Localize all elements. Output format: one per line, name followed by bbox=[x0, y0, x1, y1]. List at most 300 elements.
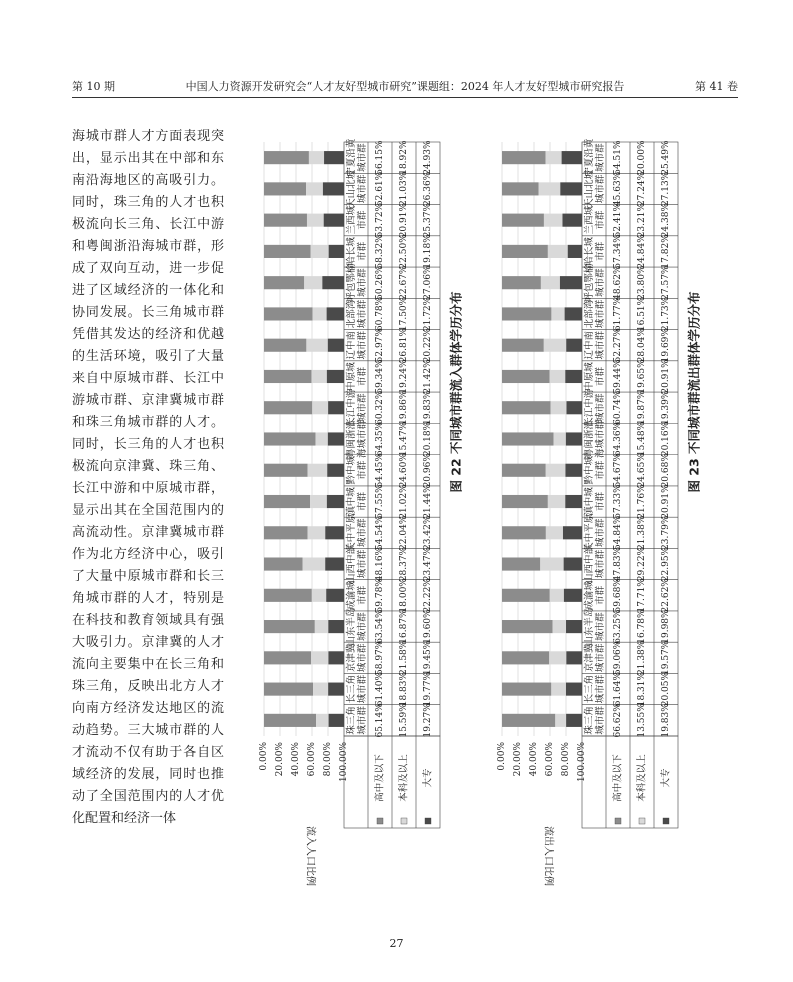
bar-大专-9 bbox=[565, 464, 582, 477]
bar-高中及以下-1 bbox=[264, 714, 316, 727]
bar-本科及以上-10 bbox=[553, 432, 565, 445]
category-line: 城市群 bbox=[595, 174, 607, 204]
legend-label-高中及以下: 高中及以下 bbox=[374, 754, 386, 802]
y-tick-label: 0.00% bbox=[259, 742, 269, 771]
y-tick-label: 100.00% bbox=[577, 742, 587, 783]
data-label-大专-3: 19.57% bbox=[661, 640, 671, 676]
data-label-本科及以上-18: 27.24% bbox=[637, 171, 647, 207]
data-label-本科及以上-10: 15.47% bbox=[399, 421, 409, 457]
bar-大专-9 bbox=[327, 464, 344, 477]
bar-大专-10 bbox=[328, 432, 344, 445]
bar-大专-4 bbox=[328, 620, 344, 633]
bar-大专-4 bbox=[566, 620, 582, 633]
bar-高中及以下-13 bbox=[264, 339, 306, 352]
category-line: 山东半岛 bbox=[346, 607, 358, 646]
volume-number: 第 41 卷 bbox=[695, 80, 738, 93]
data-label-大专-7: 23.42% bbox=[423, 515, 433, 550]
data-label-本科及以上-13: 26.81% bbox=[399, 328, 409, 363]
category-line: 天山北坡 bbox=[346, 169, 358, 208]
bar-高中及以下-9 bbox=[502, 464, 546, 477]
data-label-大专-1: 19.27% bbox=[423, 703, 433, 738]
bar-大专-8 bbox=[565, 495, 582, 508]
category-line: 京津冀 bbox=[584, 643, 596, 673]
bar-本科及以上-19 bbox=[309, 151, 324, 164]
data-label-大专-16: 19.18% bbox=[423, 234, 433, 269]
bar-高中及以下-14 bbox=[264, 307, 313, 320]
bar-高中及以下-9 bbox=[264, 464, 308, 477]
category-line: 市群 bbox=[357, 460, 369, 480]
data-label-大专-10: 20.18% bbox=[423, 421, 433, 457]
data-label-高中及以下-13: 52.97% bbox=[375, 328, 385, 363]
category-label-11 bbox=[583, 388, 606, 427]
bar-本科及以上-8 bbox=[310, 495, 327, 508]
y-tick-label: 60.00% bbox=[545, 742, 555, 777]
bar-高中及以下-7 bbox=[264, 526, 308, 539]
legend-swatch-本科及以上 bbox=[401, 818, 407, 824]
data-label-大专-11: 19.39% bbox=[661, 390, 671, 425]
data-label-本科及以上-8: 21.02% bbox=[399, 484, 409, 519]
data-label-大专-2: 20.05% bbox=[661, 671, 671, 707]
data-label-高中及以下-1: 66.62% bbox=[613, 703, 623, 738]
data-label-高中及以下-10: 64.36% bbox=[613, 421, 623, 457]
category-line: 城市群 bbox=[357, 518, 369, 548]
data-label-大专-14: 21.73% bbox=[661, 296, 671, 332]
category-line: 市群 bbox=[595, 492, 607, 512]
running-header bbox=[72, 78, 738, 94]
category-label-5 bbox=[583, 581, 606, 610]
bar-本科及以上-1 bbox=[316, 714, 328, 727]
data-label-本科及以上-14: 17.50% bbox=[399, 296, 409, 332]
data-label-本科及以上-15: 23.80% bbox=[637, 265, 647, 300]
data-label-本科及以上-1: 13.55% bbox=[637, 703, 647, 738]
header-title: 中国人力资源开发研究会“人才友好型城市研究”课题组：2024 年人才友好型城市研究报告 bbox=[185, 80, 625, 93]
bar-本科及以上-6 bbox=[540, 557, 563, 570]
bar-本科及以上-10 bbox=[315, 432, 327, 445]
bar-高中及以下-19 bbox=[502, 151, 546, 164]
category-line: 长三角 bbox=[346, 674, 358, 704]
bar-本科及以上-2 bbox=[313, 683, 328, 696]
category-line: 市群 bbox=[357, 241, 369, 261]
chart-1-svg bbox=[490, 136, 738, 916]
data-label-高中及以下-12: 59.34% bbox=[375, 359, 385, 394]
category-line: 山西中部 bbox=[346, 545, 358, 584]
bar-高中及以下-1 bbox=[502, 714, 555, 727]
bar-大专-18 bbox=[560, 182, 582, 195]
data-label-高中及以下-7: 54.84% bbox=[613, 515, 623, 550]
bar-高中及以下-16 bbox=[264, 245, 311, 258]
bar-高中及以下-2 bbox=[264, 683, 313, 696]
data-label-高中及以下-7: 54.54% bbox=[375, 515, 385, 550]
data-label-大专-6: 23.47% bbox=[423, 546, 433, 582]
data-label-高中及以下-16: 57.34% bbox=[613, 234, 623, 269]
data-label-高中及以下-3: 58.97% bbox=[375, 640, 385, 676]
y-axis-title: 流入人口比例 bbox=[304, 826, 316, 886]
y-tick-label: 0.00% bbox=[497, 742, 507, 771]
category-line: 市群 bbox=[357, 585, 369, 605]
bar-本科及以上-13 bbox=[544, 339, 566, 352]
bar-大专-2 bbox=[328, 683, 344, 696]
category-line: 珠三角 bbox=[346, 706, 358, 735]
data-label-高中及以下-11: 60.32% bbox=[375, 390, 385, 425]
category-label-11 bbox=[345, 388, 368, 427]
category-line: 黔中城 bbox=[346, 456, 358, 485]
data-label-本科及以上-12: 19.24% bbox=[399, 359, 409, 394]
bar-本科及以上-18 bbox=[539, 182, 561, 195]
data-label-高中及以下-14: 60.78% bbox=[375, 296, 385, 332]
bar-大专-3 bbox=[566, 651, 582, 664]
data-label-大专-6: 22.95% bbox=[661, 546, 671, 582]
data-label-大专-1: 19.83% bbox=[661, 703, 671, 738]
category-line: 山东半岛 bbox=[584, 607, 596, 646]
data-label-大专-14: 21.72% bbox=[423, 296, 433, 332]
data-label-本科及以上-9: 24.65% bbox=[637, 453, 647, 488]
category-label-17 bbox=[583, 205, 606, 234]
bar-本科及以上-19 bbox=[546, 151, 562, 164]
bar-大专-16 bbox=[329, 245, 344, 258]
data-label-高中及以下-5: 59.78% bbox=[375, 578, 385, 613]
bar-大专-18 bbox=[323, 182, 344, 195]
category-line: 海城市群 bbox=[595, 419, 607, 459]
bar-本科及以上-11 bbox=[551, 401, 567, 414]
data-label-本科及以上-16: 22.50% bbox=[399, 234, 409, 269]
data-label-本科及以上-17: 23.21% bbox=[637, 202, 647, 238]
data-label-大专-13: 20.22% bbox=[423, 328, 433, 363]
category-line: 城市群 bbox=[357, 143, 369, 172]
bar-大专-6 bbox=[325, 557, 344, 570]
category-line: 京津冀 bbox=[346, 643, 358, 673]
data-label-大专-17: 24.38% bbox=[661, 202, 671, 238]
data-label-高中及以下-15: 48.62% bbox=[613, 265, 623, 300]
category-line: 粤闽浙沿 bbox=[346, 419, 358, 459]
y-tick-label: 80.00% bbox=[561, 742, 571, 777]
category-label-2 bbox=[583, 674, 606, 703]
data-label-本科及以上-13: 28.04% bbox=[637, 328, 647, 363]
header-rule bbox=[72, 97, 738, 98]
category-line: 长三角 bbox=[584, 674, 596, 704]
category-line: 城市群 bbox=[595, 674, 607, 704]
data-label-高中及以下-11: 60.74% bbox=[613, 390, 623, 425]
category-line: 市群 bbox=[595, 210, 607, 230]
data-label-高中及以下-1: 65.14% bbox=[375, 703, 385, 738]
category-label-12 bbox=[583, 362, 606, 391]
y-axis-title: 流出人口比例 bbox=[542, 826, 554, 886]
category-line: 中原城 bbox=[584, 362, 596, 391]
bar-大专-13 bbox=[328, 339, 344, 352]
category-label-9 bbox=[345, 456, 368, 485]
bar-本科及以上-14 bbox=[313, 307, 327, 320]
category-line: 城市群 bbox=[357, 674, 369, 704]
legend-label-本科及以上: 本科及以上 bbox=[398, 754, 410, 802]
data-label-本科及以上-16: 24.84% bbox=[637, 234, 647, 269]
bar-本科及以上-12 bbox=[311, 370, 326, 383]
data-label-本科及以上-6: 28.37% bbox=[399, 546, 409, 582]
category-label-1 bbox=[583, 706, 606, 735]
data-label-大专-9: 20.96% bbox=[423, 453, 433, 488]
legend-swatch-高中及以下 bbox=[615, 818, 621, 824]
data-label-高中及以下-4: 63.54% bbox=[375, 609, 385, 644]
category-label-7 bbox=[345, 513, 368, 552]
category-line: 呼包鄂榆 bbox=[584, 263, 596, 302]
category-line: 城市群 bbox=[595, 393, 607, 422]
data-label-大专-19: 25.49% bbox=[661, 140, 671, 175]
data-label-大专-5: 22.22% bbox=[423, 578, 433, 613]
bar-高中及以下-12 bbox=[264, 370, 311, 383]
category-label-4 bbox=[345, 608, 368, 646]
bar-高中及以下-18 bbox=[264, 182, 306, 195]
bar-高中及以下-5 bbox=[264, 589, 312, 602]
data-label-高中及以下-6: 48.16% bbox=[375, 546, 385, 582]
figure-22 bbox=[252, 136, 480, 916]
category-label-13 bbox=[345, 330, 368, 359]
data-label-本科及以上-7: 21.38% bbox=[637, 515, 647, 550]
bar-大专-2 bbox=[566, 683, 582, 696]
data-label-高中及以下-17: 52.41% bbox=[613, 202, 623, 238]
category-label-2 bbox=[345, 674, 368, 703]
bar-本科及以上-2 bbox=[551, 683, 566, 696]
legend-swatch-高中及以下 bbox=[377, 818, 383, 824]
category-line: 市群 bbox=[357, 366, 369, 386]
category-label-12 bbox=[345, 362, 368, 391]
data-label-本科及以上-11: 19.87% bbox=[637, 390, 647, 425]
data-label-本科及以上-12: 19.65% bbox=[637, 359, 647, 394]
bar-大专-5 bbox=[326, 589, 344, 602]
category-line: 城市群 bbox=[595, 549, 607, 579]
category-line: 成渝城 bbox=[346, 581, 358, 610]
y-tick-label: 80.00% bbox=[323, 742, 333, 777]
bar-本科及以上-9 bbox=[308, 464, 328, 477]
data-label-高中及以下-18: 45.63% bbox=[613, 171, 623, 207]
data-label-本科及以上-8: 21.76% bbox=[637, 484, 647, 519]
bar-大专-7 bbox=[325, 526, 344, 539]
data-label-高中及以下-4: 63.25% bbox=[613, 609, 623, 644]
bar-本科及以上-15 bbox=[541, 276, 560, 289]
bar-大专-8 bbox=[327, 495, 344, 508]
data-label-高中及以下-10: 64.35% bbox=[375, 421, 385, 457]
category-line: 长江中游 bbox=[346, 388, 358, 427]
data-label-高中及以下-16: 58.32% bbox=[375, 234, 385, 269]
bar-本科及以上-16 bbox=[311, 245, 329, 258]
figure-caption: 图 22 不同城市群流入群体学历分布 bbox=[448, 291, 464, 493]
bar-高中及以下-6 bbox=[502, 557, 540, 570]
bar-本科及以上-14 bbox=[551, 307, 564, 320]
bar-高中及以下-14 bbox=[502, 307, 551, 320]
data-label-高中及以下-3: 59.06% bbox=[613, 640, 623, 676]
bar-大专-3 bbox=[328, 651, 344, 664]
data-label-大专-17: 25.37% bbox=[423, 202, 433, 238]
bar-大专-12 bbox=[565, 370, 582, 383]
category-label-15 bbox=[345, 263, 368, 302]
data-label-本科及以上-3: 21.58% bbox=[399, 640, 409, 676]
data-label-大专-4: 19.60% bbox=[423, 609, 433, 644]
bar-高中及以下-19 bbox=[264, 151, 309, 164]
data-label-大专-15: 27.57% bbox=[661, 265, 671, 300]
data-label-大专-19: 24.93% bbox=[423, 140, 433, 175]
category-line: 城市群 bbox=[357, 612, 369, 641]
bar-本科及以上-6 bbox=[303, 557, 326, 570]
data-label-大专-11: 19.83% bbox=[423, 390, 433, 425]
data-label-大专-16: 17.82% bbox=[661, 234, 671, 269]
data-label-大专-9: 20.68% bbox=[661, 453, 671, 488]
bar-本科及以上-13 bbox=[306, 339, 327, 352]
category-label-7 bbox=[583, 513, 606, 552]
category-line: 城市群 bbox=[357, 299, 369, 329]
data-label-高中及以下-9: 54.67% bbox=[613, 453, 623, 488]
bar-高中及以下-3 bbox=[502, 651, 549, 664]
bar-高中及以下-7 bbox=[502, 526, 546, 539]
category-line: 市群 bbox=[595, 585, 607, 605]
data-label-本科及以上-4: 16.78% bbox=[637, 609, 647, 644]
issue-number: 第 10 期 bbox=[72, 80, 115, 93]
category-label-19 bbox=[583, 138, 606, 177]
bar-本科及以上-3 bbox=[311, 651, 328, 664]
category-label-14 bbox=[345, 299, 368, 328]
category-line: 城市群 bbox=[595, 643, 607, 673]
data-label-本科及以上-5: 18.00% bbox=[399, 578, 409, 613]
bar-高中及以下-4 bbox=[264, 620, 315, 633]
category-line: 哈长城 bbox=[346, 237, 358, 266]
category-line: 滇中城 bbox=[584, 487, 596, 516]
bar-大专-15 bbox=[560, 276, 582, 289]
category-line: 宁夏沿黄 bbox=[584, 138, 596, 177]
bar-本科及以上-17 bbox=[544, 214, 563, 227]
category-line: 中原城 bbox=[346, 362, 358, 391]
data-label-高中及以下-6: 47.83% bbox=[613, 546, 623, 582]
category-line: 辽中南 bbox=[584, 330, 596, 360]
data-label-本科及以上-1: 15.59% bbox=[399, 703, 409, 738]
category-line: 城市群 bbox=[595, 518, 607, 548]
bar-高中及以下-18 bbox=[502, 182, 539, 195]
category-line: 海城市群 bbox=[357, 419, 369, 459]
bar-本科及以上-17 bbox=[307, 214, 324, 227]
bar-大专-1 bbox=[566, 714, 582, 727]
category-label-3 bbox=[583, 643, 606, 672]
data-label-本科及以上-4: 16.87% bbox=[399, 609, 409, 644]
data-label-本科及以上-19: 18.92% bbox=[399, 140, 409, 175]
bar-大专-11 bbox=[566, 401, 582, 414]
data-label-大专-4: 19.98% bbox=[661, 609, 671, 644]
bar-本科及以上-5 bbox=[312, 589, 326, 602]
category-line: 城市群 bbox=[357, 174, 369, 204]
bar-大专-17 bbox=[562, 214, 582, 227]
data-label-本科及以上-17: 20.91% bbox=[399, 202, 409, 238]
bar-高中及以下-11 bbox=[502, 401, 551, 414]
bar-大专-19 bbox=[324, 151, 344, 164]
data-label-大专-2: 19.77% bbox=[423, 671, 433, 707]
category-label-8 bbox=[583, 487, 606, 516]
category-line: 城市群 bbox=[595, 299, 607, 329]
category-line: 市群 bbox=[595, 460, 607, 480]
category-line: 宁夏沿黄 bbox=[346, 138, 358, 177]
bar-大专-15 bbox=[322, 276, 344, 289]
data-label-本科及以上-10: 15.48% bbox=[637, 421, 647, 457]
category-label-1 bbox=[345, 706, 368, 735]
bar-大专-19 bbox=[562, 151, 582, 164]
category-line: 天山北坡 bbox=[584, 169, 596, 208]
bar-本科及以上-4 bbox=[553, 620, 566, 633]
bar-本科及以上-12 bbox=[550, 370, 566, 383]
category-line: 兰西城 bbox=[346, 205, 358, 235]
category-line: 粤闽浙沿 bbox=[584, 419, 596, 459]
data-label-本科及以上-7: 22.04% bbox=[399, 515, 409, 550]
data-label-本科及以上-5: 17.71% bbox=[637, 578, 647, 613]
bar-本科及以上-11 bbox=[312, 401, 328, 414]
category-line: 市群 bbox=[595, 366, 607, 386]
category-line: 辽中南 bbox=[346, 330, 358, 360]
bar-大专-12 bbox=[327, 370, 344, 383]
bar-本科及以上-9 bbox=[546, 464, 566, 477]
category-label-13 bbox=[583, 330, 606, 359]
data-label-高中及以下-13: 52.27% bbox=[613, 328, 623, 363]
data-label-高中及以下-15: 50.26% bbox=[375, 265, 385, 300]
legend-label-本科及以上: 本科及以上 bbox=[636, 754, 648, 802]
bar-高中及以下-12 bbox=[502, 370, 550, 383]
category-line: 城市群 bbox=[357, 268, 369, 297]
data-label-本科及以上-6: 29.22% bbox=[637, 546, 647, 582]
category-label-3 bbox=[345, 643, 368, 672]
category-label-17 bbox=[345, 205, 368, 234]
category-line: 北部湾 bbox=[584, 299, 596, 329]
bar-高中及以下-8 bbox=[264, 495, 310, 508]
data-label-大专-8: 20.91% bbox=[661, 484, 671, 519]
data-label-高中及以下-8: 57.55% bbox=[375, 484, 385, 519]
data-label-大专-12: 21.42% bbox=[423, 359, 433, 394]
data-label-本科及以上-11: 19.86% bbox=[399, 390, 409, 425]
bar-大专-5 bbox=[564, 589, 582, 602]
bar-本科及以上-3 bbox=[549, 651, 566, 664]
data-label-高中及以下-19: 56.15% bbox=[375, 140, 385, 175]
body-text: 海城市群人才方面表现突出，显示出其在中部和东南沿海地区的高吸引力。同时，珠三角的人才也积极流向长三角、长江中游和粤闽浙沿海城市群，形成了双向互动，进一步促进了区域经济的一体化和协同发展。长三角城市群凭借其发达的经济和优越的生活环境，吸引了大量来自中原城市群、长江中游城市群、京津冀城市群和珠三角城市群的人才。同时，长三角的人才也积极流向京津冀、珠三角、长江中游和中原城市群，显示出其在全国范围内的高流动性。京津冀城市群作为北方经济中心，吸引了大量中原城市群和长三角城市群的人才，特别是在科技和教育领域具有强大吸引力。京津冀的人才流向主要集中在长三角和珠三角，反映出北方人才向南方经济发达地区的流动趋势。三大城市群的人才流动不仅有助于各自区域经济的发展，同时也推动了全国范围内的人才优化配置和经济一体 bbox=[72, 129, 224, 826]
category-line: 市群 bbox=[595, 241, 607, 261]
category-line: 成渝城 bbox=[584, 581, 596, 610]
y-tick-label: 20.00% bbox=[275, 742, 285, 777]
category-line: 关中平原 bbox=[584, 513, 596, 552]
bar-大专-17 bbox=[324, 214, 344, 227]
category-line: 城市群 bbox=[595, 268, 607, 297]
category-line: 城市群 bbox=[357, 549, 369, 579]
category-line: 城市群 bbox=[357, 393, 369, 422]
figure-23 bbox=[490, 136, 738, 916]
category-label-5 bbox=[345, 581, 368, 610]
bar-大专-7 bbox=[563, 526, 582, 539]
figure-caption: 图 23 不同城市群流出群体学历分布 bbox=[686, 291, 702, 493]
bar-本科及以上-5 bbox=[550, 589, 564, 602]
data-label-高中及以下-2: 61.64% bbox=[613, 671, 623, 707]
legend-label-高中及以下: 高中及以下 bbox=[612, 754, 624, 802]
data-label-大专-5: 22.62% bbox=[661, 578, 671, 613]
category-label-4 bbox=[583, 608, 606, 646]
data-label-大专-13: 19.69% bbox=[661, 328, 671, 363]
data-label-高中及以下-12: 59.44% bbox=[613, 359, 623, 394]
category-line: 滇中城 bbox=[346, 487, 358, 516]
bar-本科及以上-1 bbox=[555, 714, 566, 727]
category-line: 城市群 bbox=[595, 612, 607, 641]
category-line: 城市群 bbox=[357, 330, 369, 360]
data-label-大专-8: 21.44% bbox=[423, 484, 433, 519]
bar-本科及以上-8 bbox=[548, 495, 565, 508]
category-line: 哈长城 bbox=[584, 237, 596, 266]
data-label-高中及以下-8: 57.33% bbox=[613, 484, 623, 519]
bar-大专-1 bbox=[329, 714, 344, 727]
bar-高中及以下-15 bbox=[264, 276, 304, 289]
y-tick-label: 40.00% bbox=[291, 742, 301, 777]
bar-高中及以下-16 bbox=[502, 245, 548, 258]
data-label-大专-18: 26.36% bbox=[423, 171, 433, 207]
y-tick-label: 100.00% bbox=[339, 742, 349, 783]
bar-本科及以上-7 bbox=[546, 526, 563, 539]
data-label-高中及以下-19: 54.51% bbox=[613, 140, 623, 175]
legend-swatch-大专 bbox=[663, 818, 669, 824]
bar-本科及以上-15 bbox=[304, 276, 322, 289]
